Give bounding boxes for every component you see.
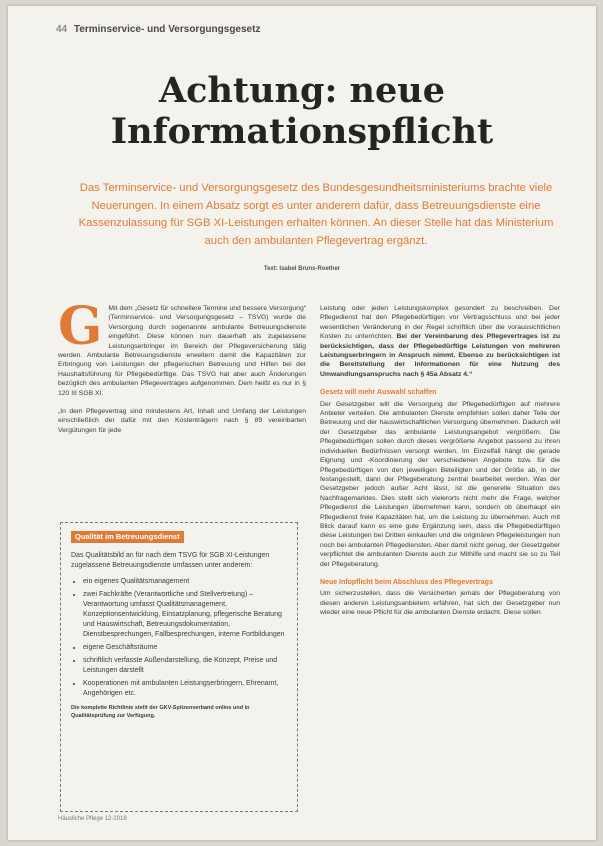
right-paragraph-1 — [320, 304, 560, 379]
left-paragraph-1-text: Mit dem „Gesetz für schnellere Termine und bessere Versorgung“ (Terminservice- und Versorgungsgesetz – TSVG) wurde die Versorgung durch sogenannte ambulante Betreuungsdienste eingeführt. Diese können nun dauerhaft als zugelassene Leistungserbringer im Bereich der Pflegeversicherung tätig werden. Ambulante Betreuungsdienste erweitern damit die Kapazitäten zur Erbringung von Leistungen der pflegerischen Betreuung und Hilfen bei der Haushaltsführung für Pflegebedürftige. Das TSVG hat aber auch Änderungen bezüglich des ambulanten Pflegevertrages aufgenommen. Dem heißt es nur in § 120 III SGB XI. — [58, 305, 306, 397]
right-paragraph-2: Der Gesetzgeber will die Versorgung der Pflegebedürftigen auf mehrere Anbieter verteilen. Die ambulanten Dienste empfehlen sollen daher Teile der Betreuung und der hauswirtschaftlichen Versorgung übernehmen. Dadurch will der Gesetzgeber das ambulante Leistungsangebot vergrößern. Die Pflegebedürftigen sollen durch dieses vergrößerte Angebot passend zu ihren individuellen Bedürfnissen versorgt werden. Im Einzelfall hängt die gerade Eignung und -Koordinierung der verschiedenen Angebote bzw. für die Pflegebedürftigen von den jeweiligen Beteiligten und der Größe ab, in der festangestellt, dann der Pflegeberatung zentral bearbeitet werden. Was der Gesetzgeber jedoch außer Acht lässt, ist die generelle Situation des Nachfragemarktes. Dies stellt sich vielerorts nicht mehr die Frage, welcher Pflegedienst die Leistungen übernehmen kann, sondern ob überhaupt ein Pflegedienst freie Kapazitäten hat, um die Leistung zu übernehmen. Auch mit Blick darauf kann es eine gute Ergänzung sein, dass die Pflegebedürftigen diese Leistungen bei Dritten einkaufen und die originären Pflegeleistungen nun noch bei ambulanten Pflegediensten. Aber damit nicht genug, der Gesetzgeber verpflichtet die ambulanten Dienste auch zur Mithilfe und macht sie so zu Teil der Pflegeberatung. — [320, 400, 560, 568]
left-paragraph-1 — [58, 296, 306, 398]
article-title-line2: Informationspflicht — [110, 111, 494, 152]
page-number: 44 — [56, 24, 68, 35]
magazine-page — [8, 6, 596, 840]
info-box-title: Qualität im Betreuungsdienst — [71, 531, 184, 543]
article-title-line1: Achtung: neue — [159, 70, 445, 111]
right-paragraph-3: Um sicherzustellen, dass die Versicherten jemals der Pflegeberatung von diesen anderen Leistungsanbietern erfahren, hat sich der Gesetzgeber nun wieder eine neue Pflicht für die ambulanten Dienste erdacht. Diese sollen — [320, 590, 560, 617]
subheading-1: Gesetz will mehr Auswahl schaffen — [320, 389, 437, 397]
article-title — [8, 70, 596, 152]
list-item: • ein eigenes Qualitätsmanagement — [83, 577, 287, 587]
list-item: • Kooperationen mit ambulanten Leistungserbringern, Ehrenamt, Angehörigen etc. — [83, 679, 287, 699]
list-item: • schriftlich verfasste Außendarstellung, die Konzept, Preise und Leistungen darstellt — [83, 656, 287, 676]
list-item: • eigene Geschäftsräume — [83, 643, 287, 653]
list-item: • zwei Fachkräfte (Verantwortliche und Stellvertretung) – Verantwortung umfasst Qualitätsmanagement, Konzeptionsentwicklung, Einsatzplanung, pflegerische Beratung und Hauswirtschaft, Betreuungsdokumentation, Dienstbesprechungen, Fallbesprechungen, interne Fortbildungen — [83, 590, 287, 640]
page-footer: Häusliche Pflege 12-2019 — [58, 816, 127, 822]
right-paragraph-1-bold: Bei der Vereinbarung des Pflegevertrages ist zu berücksichtigen, dass der Pflegebedürftige Leistungen von mehreren Leistungserbringern in Anspruch nimmt. Ebenso zu berücksichtigen ist die Bereitstellung der Informationen für eine Nutzung des Umwandlungsanspruchs nach § 45a Absatz 4.“ — [320, 333, 560, 378]
info-box-intro: Das Qualitätsbild an für nach dem TSVG für SGB XI-Leistungen zugelassene Betreuungsdienste umfassen unter anderem: — [71, 552, 270, 569]
info-box — [60, 522, 298, 812]
right-paragraph-1-text: Leistung oder jeden Leistungskomplex gesondert zu beschreiben. Der Pflegedienst hat den Pflegebedürftigen vor Vertragsschluss und bei jeder wesentlichen Veränderung in der Regel schriftlich über die voraussichtlichen Kosten zu unterrichten. — [320, 305, 560, 341]
left-column — [58, 296, 306, 444]
info-box-list — [71, 577, 287, 699]
right-column — [320, 304, 560, 627]
article-lead: Das Terminservice- und Versorgungsgesetz des Bundesgesundheitsministeriums brachte viele Neuerungen. In einem Absatz sorgt es unter anderem dafür, dass Betreuungsdienste eine Kassenzulassung für SGB XI-Leistungen erhalten können. An dieser Stelle hat das Ministerium auch den ambulanten Pflegevertrag ergänzt. — [78, 182, 554, 247]
drop-cap: G — [58, 296, 103, 357]
running-header — [56, 24, 260, 35]
subheading-2: Neue Infopflicht beim Abschluss des Pflegevertrags — [320, 578, 493, 586]
left-paragraph-2: „In dem Pflegevertrag sind mindestens Art, Inhalt und Umfang der Leistungen einschließlich der dafür mit den Kostenträgern nach § 89 vereinbarten Vergütungen für jede — [58, 408, 306, 434]
byline: Text: Isabel Bruns-Roether — [263, 266, 341, 272]
section-title: Terminservice- und Versorgungsgesetz — [73, 24, 261, 35]
info-box-note: Die komplette Richtlinie stellt der GKV-Spitzenverband online und in Qualitätsprüfung zur Verfügung. — [71, 705, 250, 719]
